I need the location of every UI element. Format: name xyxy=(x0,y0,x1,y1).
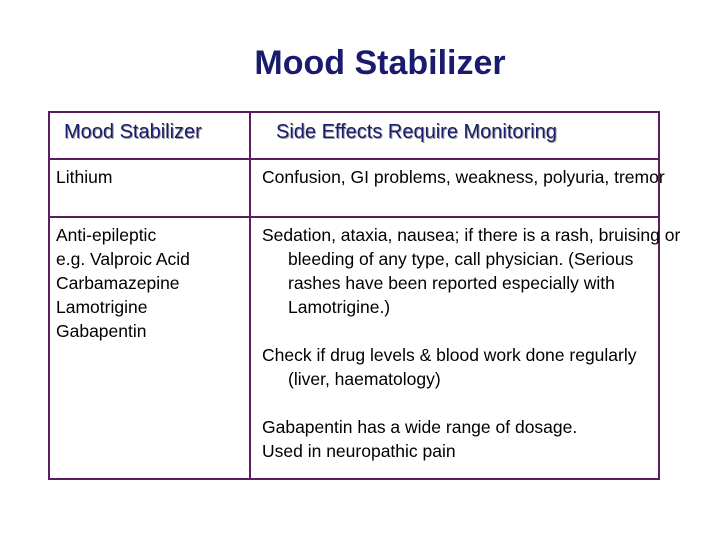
drug-lamotrigine: Lamotrigine xyxy=(56,297,148,317)
side-effects-table xyxy=(48,111,681,480)
row-divider xyxy=(50,216,658,218)
drug-valproic-acid: e.g. Valproic Acid xyxy=(56,249,190,269)
drug-anti-epileptic-list xyxy=(56,223,190,343)
drug-anti-epileptic: Anti-epileptic xyxy=(56,225,157,245)
gabapentin-note xyxy=(262,415,657,463)
drug-carbamazepine: Carbamazepine xyxy=(56,273,180,293)
column-header-side-effects: Side Effects Require Monitoring xyxy=(276,121,557,143)
header-divider xyxy=(50,158,658,160)
column-divider xyxy=(249,113,251,478)
gabapentin-dosage-note: Gabapentin has a wide range of dosage. xyxy=(262,417,578,437)
gabapentin-use-note: Used in neuropathic pain xyxy=(262,441,456,461)
lithium-side-effects: Confusion, GI problems, weakness, polyuria, tremor xyxy=(262,167,665,187)
drug-lithium: Lithium xyxy=(56,167,113,187)
anti-epileptic-side-effects: Sedation, ataxia, nausea; if there is a rash, bruising or bleeding of any type, call physician. (Serious rashes have been reported especially with Lamotrigine.) xyxy=(262,225,681,317)
drug-gabapentin: Gabapentin xyxy=(56,321,147,341)
monitoring-note: Check if drug levels & blood work done regularly (liver, haematology) xyxy=(262,345,637,389)
column-header-mood-stabilizer: Mood Stabilizer xyxy=(64,121,202,143)
slide-title: Mood Stabilizer xyxy=(254,44,506,82)
